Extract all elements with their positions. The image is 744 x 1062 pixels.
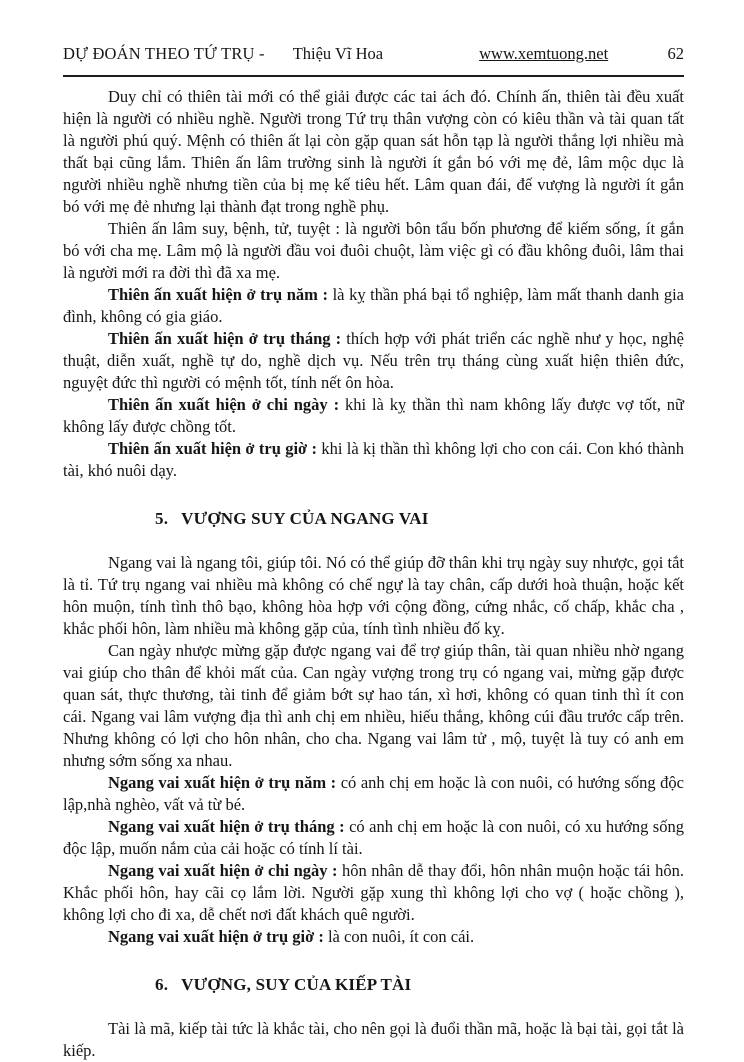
section-number: 6. — [155, 975, 169, 994]
paragraph-lead: Ngang vai xuất hiện ở trụ tháng : — [108, 817, 345, 836]
page-content — [63, 86, 684, 1062]
paragraph — [63, 772, 684, 816]
paragraph — [63, 860, 684, 926]
paragraph-text: là kỵ thần phá bại tổ nghiệp, làm mất thanh danh gia đình, không có gia giáo. — [63, 285, 685, 326]
header-divider — [63, 75, 684, 77]
author-name: Thiệu Vĩ Hoa — [292, 44, 384, 63]
section-heading-5 — [155, 508, 684, 530]
paragraph-text: Can ngày nhược mừng gặp được ngang vai để trợ giúp thân, tài quan nhiều nhờ ngang vai giúp cho thân để khỏi mất của. Can ngày vượng trong trụ có ngang vai, mừng gặp được quan sát, thực thương, tài tinh để giảm bớt sự hao tán, xì hơi, không có quan tinh thì ít con cái. Ngang vai lâm vượng địa thì anh chị em nhiều, hiếu thắng, không cúi đầu trước cấp trên. Nhưng không có lợi cho hôn nhân, cho cha. Ngang vai lâm tử , mộ, tuyệt là tuy có anh em nhưng sớm sống xa nhau. — [63, 641, 684, 770]
paragraph — [63, 552, 684, 640]
paragraph-lead: Thiên ấn xuất hiện ở chi ngày : — [108, 395, 340, 414]
paragraph — [63, 394, 684, 438]
website-link[interactable]: www.xemtuong.net — [479, 44, 609, 63]
paragraph — [63, 438, 684, 482]
paragraph — [63, 1018, 684, 1062]
paragraph-text: Tài là mã, kiếp tài tức là khắc tài, cho nên gọi là đuổi thần mã, hoặc là bại tài, gọi tắt là kiếp. — [63, 1019, 684, 1060]
book-title: DỰ ĐOÁN THEO TỨ TRỤ - — [63, 44, 265, 63]
paragraph-text: Ngang vai là ngang tôi, giúp tôi. Nó có thể giúp đỡ thân khi trụ ngày suy nhược, gọi tắt là tỉ. Tứ trụ ngang vai nhiều mà không có chế ngự là tay chân, cấp dưới hoà thuận, hoặc kết hôn muộn, tính tình thô bạo, không hòa hợp với cộng đồng, cứng nhắc, cố chấp, khắc cha , khắc phối hôn, làm nhiều mà không gặp của, tính tình nhiều đố kỵ. — [63, 553, 684, 638]
paragraph-text: hôn nhân dễ thay đổi, hôn nhân muộn hoặc tái hôn. Khắc phối hôn, hay cãi cọ lắm lời. Người gặp xung thì không lợi cho vợ ( hoặc chồng ), không lợi cho đi xa, dễ chết nơi đất khách quê người. — [63, 861, 685, 924]
paragraph-text: Duy chỉ có thiên tài mới có thể giải được các tai ách đó. Chính ấn, thiên tài đều xuất hiện là người có nhiều nghề. Người trong Tứ trụ thân vượng còn có kiêu thần và tài quan tất là người phú quý. Mệnh có thiên ất lại còn gặp quan sát hỗn tạp là người thắng lợi nhiều mà thất bại cũng lắm. Thiên ấn lâm trường sinh là người ít gắn bó với mẹ đẻ, lâm mộc dục là người nhiều nghề nhưng tiền của bị mẹ kế tiêu hết. Lâm quan đái, đế vượng là người ít gắn bó với mẹ đẻ nhưng lại thành đạt trong nghề phụ. — [63, 87, 684, 216]
section-title: VƯỢNG SUY CỦA NGANG VAI — [181, 509, 429, 528]
paragraph — [63, 640, 684, 772]
paragraph-lead: Thiên ấn xuất hiện ở trụ năm : — [108, 285, 328, 304]
section-heading-6 — [155, 974, 684, 996]
paragraph — [63, 86, 684, 218]
paragraph-text: thích hợp với phát triển các nghề như y học, nghệ thuật, diễn xuất, nghề tự do, nghề dịch vụ. Nếu trên trụ tháng cùng xuất hiện thiên đức, nguyệt đức thì người có mệnh tốt, tính nết ôn hòa. — [63, 329, 684, 392]
paragraph-text: Thiên ấn lâm suy, bệnh, tử, tuyệt : là người bôn tẩu bốn phương để kiếm sống, ít gắn bó với cha mẹ. Lâm mộ là người đầu voi đuôi chuột, làm việc gì có đầu không đuôi, lâm thai là người mới ra đời thì đã xa mẹ. — [63, 219, 684, 282]
paragraph-lead: Thiên ấn xuất hiện ở trụ giờ : — [108, 439, 318, 458]
paragraph — [63, 284, 684, 328]
paragraph-lead: Ngang vai xuất hiện ở trụ năm : — [108, 773, 337, 792]
page-header — [63, 44, 684, 64]
page-number: 62 — [667, 44, 684, 63]
paragraph-lead: Ngang vai xuất hiện ở trụ giờ : — [108, 927, 324, 946]
paragraph — [63, 218, 684, 284]
paragraph-lead: Ngang vai xuất hiện ở chi ngày : — [108, 861, 338, 880]
paragraph-lead: Thiên ấn xuất hiện ở trụ tháng : — [108, 329, 342, 348]
paragraph-text: có anh chị em hoặc là con nuôi, có xu hướng sống độc lập, muốn nắm của cải hoặc có tính lí tài. — [63, 817, 684, 858]
paragraph — [63, 328, 684, 394]
paragraph-text: khi là kỵ thần thì nam không lấy được vợ tốt, nữ không lấy được chồng tốt. — [63, 395, 684, 436]
paragraph — [63, 926, 684, 948]
section-title: VƯỢNG, SUY CỦA KIẾP TÀI — [181, 975, 412, 994]
paragraph-text: là con nuôi, ít con cái. — [323, 927, 475, 946]
section-number: 5. — [155, 509, 169, 528]
paragraph-text: khi là kị thần thì không lợi cho con cái. Con khó thành tài, khó nuôi dạy. — [63, 439, 684, 480]
paragraph-text: có anh chị em hoặc là con nuôi, có hướng sống độc lập,nhà nghèo, vất vả từ bé. — [63, 773, 684, 814]
paragraph — [63, 816, 684, 860]
